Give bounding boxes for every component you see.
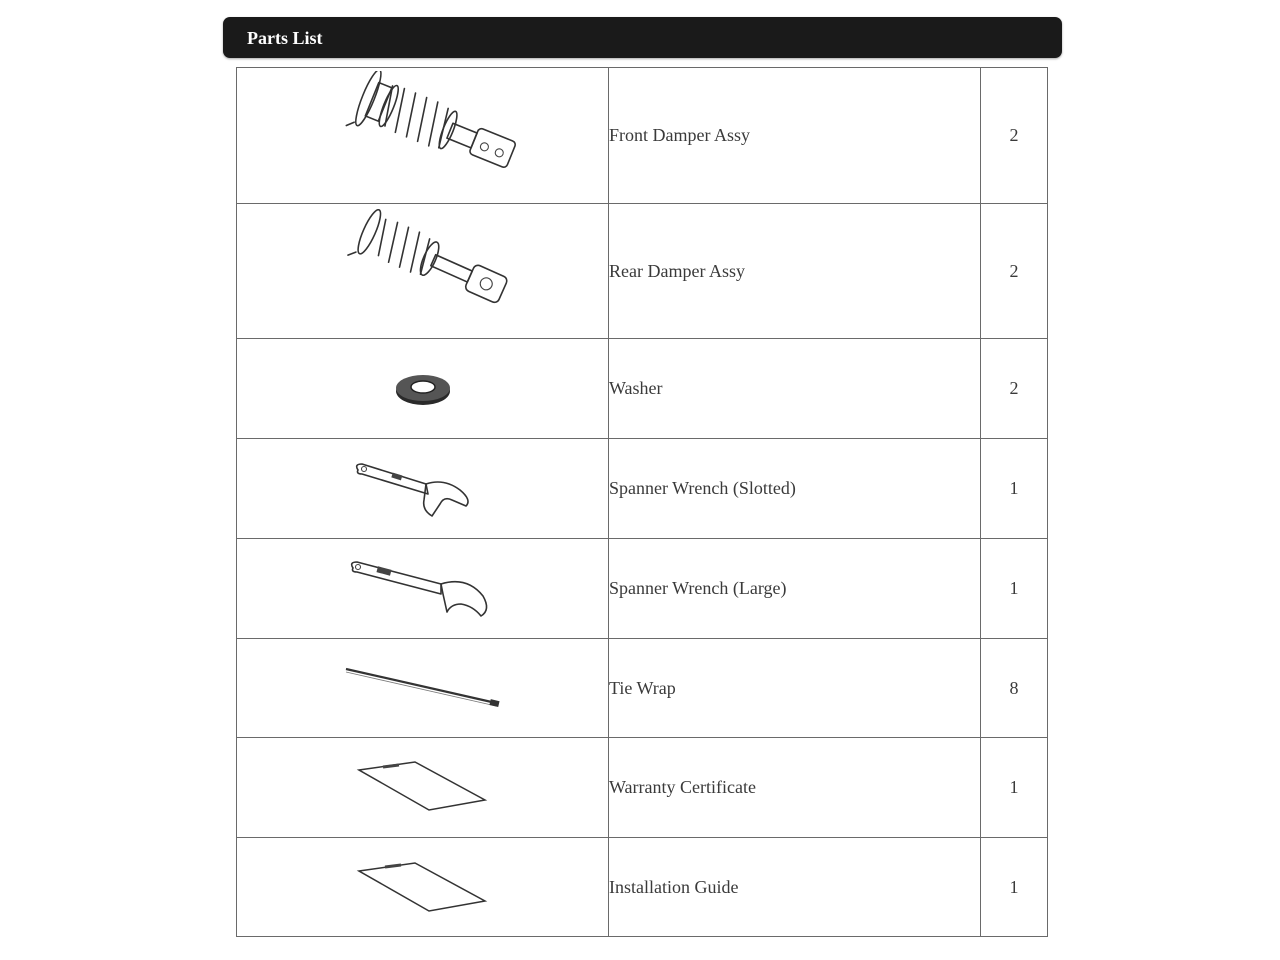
part-name: Installation Guide xyxy=(609,838,981,937)
part-qty: 1 xyxy=(981,539,1048,639)
part-image-cell xyxy=(237,68,609,204)
part-qty: 8 xyxy=(981,639,1048,738)
table-row xyxy=(237,204,1048,339)
table-row xyxy=(237,639,1048,738)
parts-list-header xyxy=(223,17,1062,58)
part-name: Warranty Certificate xyxy=(609,738,981,838)
parts-table xyxy=(236,67,1048,937)
part-name: Spanner Wrench (Slotted) xyxy=(609,439,981,539)
part-image-cell xyxy=(237,439,609,539)
part-name: Spanner Wrench (Large) xyxy=(609,539,981,639)
part-qty: 1 xyxy=(981,439,1048,539)
slotted-spanner-icon xyxy=(348,454,498,524)
front-damper-icon xyxy=(318,71,528,201)
part-qty: 2 xyxy=(981,339,1048,439)
part-name: Rear Damper Assy xyxy=(609,204,981,339)
table-row xyxy=(237,439,1048,539)
table-row xyxy=(237,738,1048,838)
part-image-cell xyxy=(237,539,609,639)
warranty-certificate-icon xyxy=(353,758,493,818)
part-name: Tie Wrap xyxy=(609,639,981,738)
table-row xyxy=(237,838,1048,937)
table-row xyxy=(237,539,1048,639)
part-image-cell xyxy=(237,204,609,339)
large-spanner-icon xyxy=(343,554,503,624)
part-name: Washer xyxy=(609,339,981,439)
part-image-cell xyxy=(237,339,609,439)
washer-icon xyxy=(383,364,463,414)
rear-damper-icon xyxy=(318,209,528,334)
table-row xyxy=(237,339,1048,439)
installation-guide-icon xyxy=(353,857,493,917)
tie-wrap-icon xyxy=(338,663,508,713)
table-row xyxy=(237,68,1048,204)
part-qty: 1 xyxy=(981,738,1048,838)
page-title: Parts List xyxy=(247,28,323,48)
part-name: Front Damper Assy xyxy=(609,68,981,204)
part-qty: 2 xyxy=(981,204,1048,339)
part-image-cell xyxy=(237,838,609,937)
part-image-cell xyxy=(237,639,609,738)
part-qty: 2 xyxy=(981,68,1048,204)
part-qty: 1 xyxy=(981,838,1048,937)
part-image-cell xyxy=(237,738,609,838)
